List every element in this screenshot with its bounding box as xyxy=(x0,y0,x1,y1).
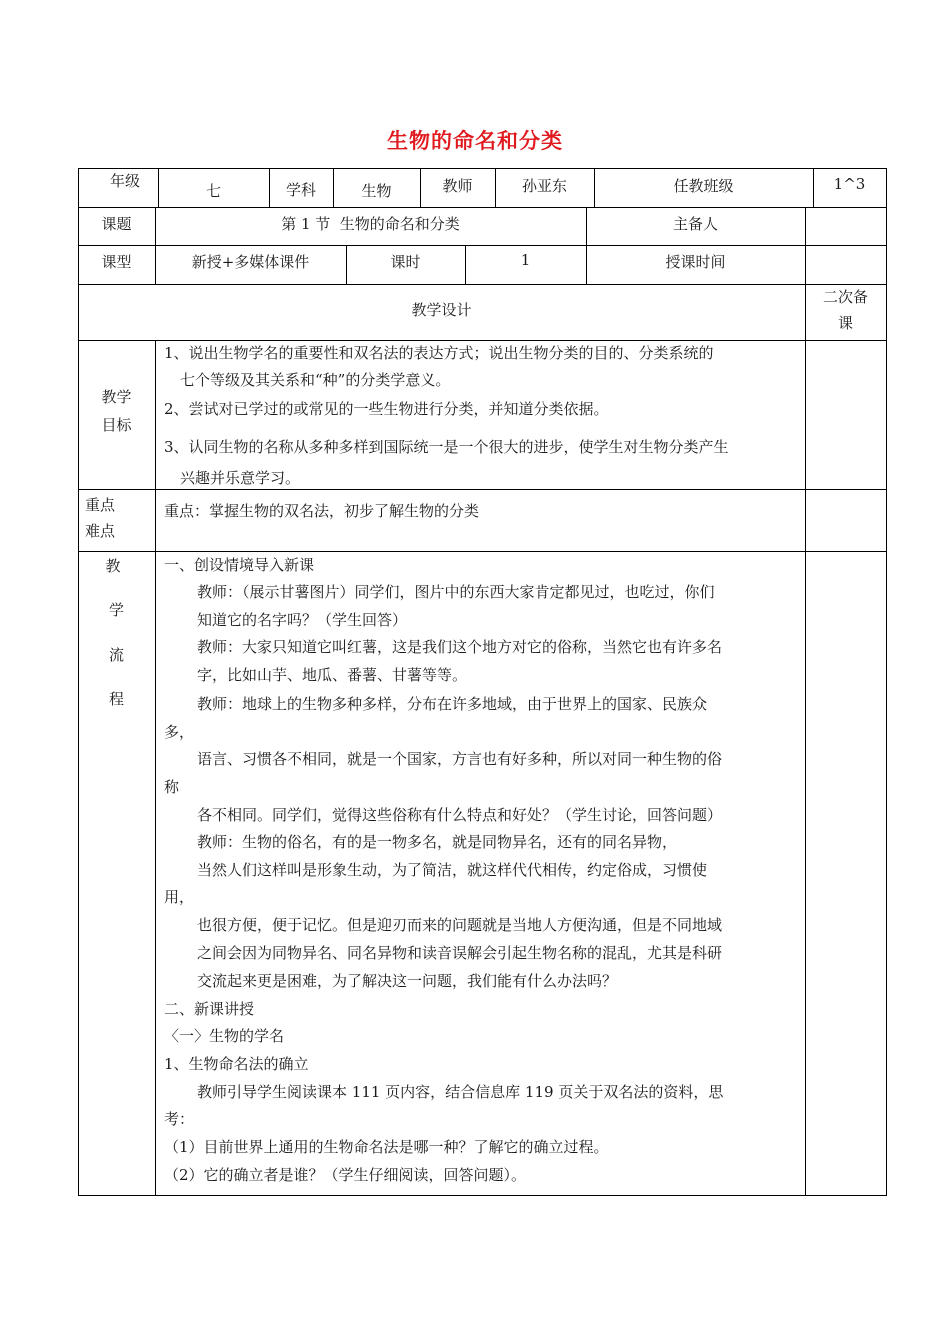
hours-label: 课时 xyxy=(390,253,421,271)
objective-line: 3、认同生物的名称从多种多样到国际统一是一个很大的进步，使学生对生物分类产生 xyxy=(164,438,729,456)
page-title: 生物的命名和分类 xyxy=(387,129,563,153)
process-line: 字，比如山芋、地瓜、番薯、甘薯等等。 xyxy=(197,666,468,684)
lesson-type-value: 新授+多媒体课件 xyxy=(191,253,310,271)
process-line: 一、创设情境导入新课 xyxy=(164,556,315,574)
objective-line: 1、说出生物学名的重要性和双名法的表达方式；说出生物分类的目的、分类系统的 xyxy=(164,344,714,362)
preparer-label: 主备人 xyxy=(672,215,718,233)
process-line: 称 xyxy=(164,778,180,796)
second-prep-label-2: 课 xyxy=(837,314,853,332)
process-line: 各不相同。同学们，觉得这些俗称有什么特点和好处？（学生讨论，回答问题） xyxy=(197,806,723,824)
process-label-char: 程 xyxy=(108,690,124,708)
objective-line: 兴趣并乐意学习。 xyxy=(180,469,301,487)
process-line: 也很方便，便于记忆。但是迎刃而来的问题就是当地人方便沟通，但是不同地域 xyxy=(197,916,723,934)
process-line: 教师：地球上的生物多种多样，分布在许多地域，由于世界上的国家、民族众 xyxy=(197,695,708,713)
time-label: 授课时间 xyxy=(665,253,726,271)
process-line: 多， xyxy=(164,723,195,741)
process-line: （1）目前世界上通用的生物命名法是哪一种？了解它的确立过程。 xyxy=(164,1138,609,1156)
grade-value: 七 xyxy=(205,182,221,200)
teacher-value: 孙亚东 xyxy=(521,177,567,195)
design-label: 教学设计 xyxy=(411,301,472,319)
objective-line: 2、尝试对已学过的或常见的一些生物进行分类，并知道分类依据。 xyxy=(164,400,609,418)
topic-value: 第 1 节 生物的命名和分类 xyxy=(281,215,460,233)
process-line: 语言、习惯各不相同，就是一个国家，方言也有好多种，所以对同一种生物的俗 xyxy=(197,750,723,768)
process-line: 教师：大家只知道它叫红薯，这是我们这个地方对它的俗称，当然它也有许多名 xyxy=(197,638,723,656)
objective-line: 七个等级及其关系和“种”的分类学意义。 xyxy=(180,371,451,389)
process-line: 教师：生物的俗名，有的是一物多名，就是同物异名，还有的同名异物， xyxy=(197,833,678,851)
objectives-label-1: 教学 xyxy=(101,388,132,406)
process-label-char: 流 xyxy=(108,646,124,664)
process-line: 当然人们这样叫是形象生动，为了简洁，就这样代代相传，约定俗成，习惯使 xyxy=(197,861,708,879)
process-line: 教师：（展示甘薯图片）同学们，图片中的东西大家肯定都见过，也吃过，你们 xyxy=(197,583,715,601)
keypoints-label-2: 难点 xyxy=(85,522,116,540)
keypoints-label-1: 重点 xyxy=(85,496,116,514)
process-line: 教师引导学生阅读课本 111 页内容，结合信息库 119 页关于双名法的资料，思 xyxy=(197,1083,724,1101)
grade-label: 年级 xyxy=(109,172,140,190)
process-line: 1、生物命名法的确立 xyxy=(164,1055,309,1073)
process-line: 用， xyxy=(164,888,195,906)
objectives-label-2: 目标 xyxy=(101,416,132,434)
process-line: 〈一〉生物的学名 xyxy=(164,1027,285,1045)
keypoints-text: 重点：掌握生物的双名法，初步了解生物的分类 xyxy=(164,502,480,520)
process-line: 交流起来更是困难，为了解决这一问题，我们能有什么办法吗？ xyxy=(197,972,618,990)
teacher-label: 教师 xyxy=(442,177,473,195)
subject-value: 生物 xyxy=(361,182,392,200)
process-line: 知道它的名字吗？（学生回答） xyxy=(197,611,408,629)
topic-label: 课题 xyxy=(101,215,132,233)
class-label: 任教班级 xyxy=(673,177,734,195)
process-line: （2）它的确立者是谁？（学生仔细阅读，回答问题）。 xyxy=(164,1166,527,1184)
process-line: 考： xyxy=(164,1110,195,1128)
process-line: 之间会因为同物异名、同名异物和读音误解会引起生物名称的混乱，尤其是科研 xyxy=(197,944,723,962)
process-label-char: 教 xyxy=(105,557,121,575)
process-line: 二、新课讲授 xyxy=(164,1000,255,1018)
class-value: 1^3 xyxy=(833,175,866,193)
hours-value: 1 xyxy=(520,251,531,269)
process-label-char: 学 xyxy=(108,601,124,619)
second-prep-label-1: 二次备 xyxy=(822,288,868,306)
subject-label: 学科 xyxy=(285,181,316,199)
lesson-type-label: 课型 xyxy=(101,253,132,271)
